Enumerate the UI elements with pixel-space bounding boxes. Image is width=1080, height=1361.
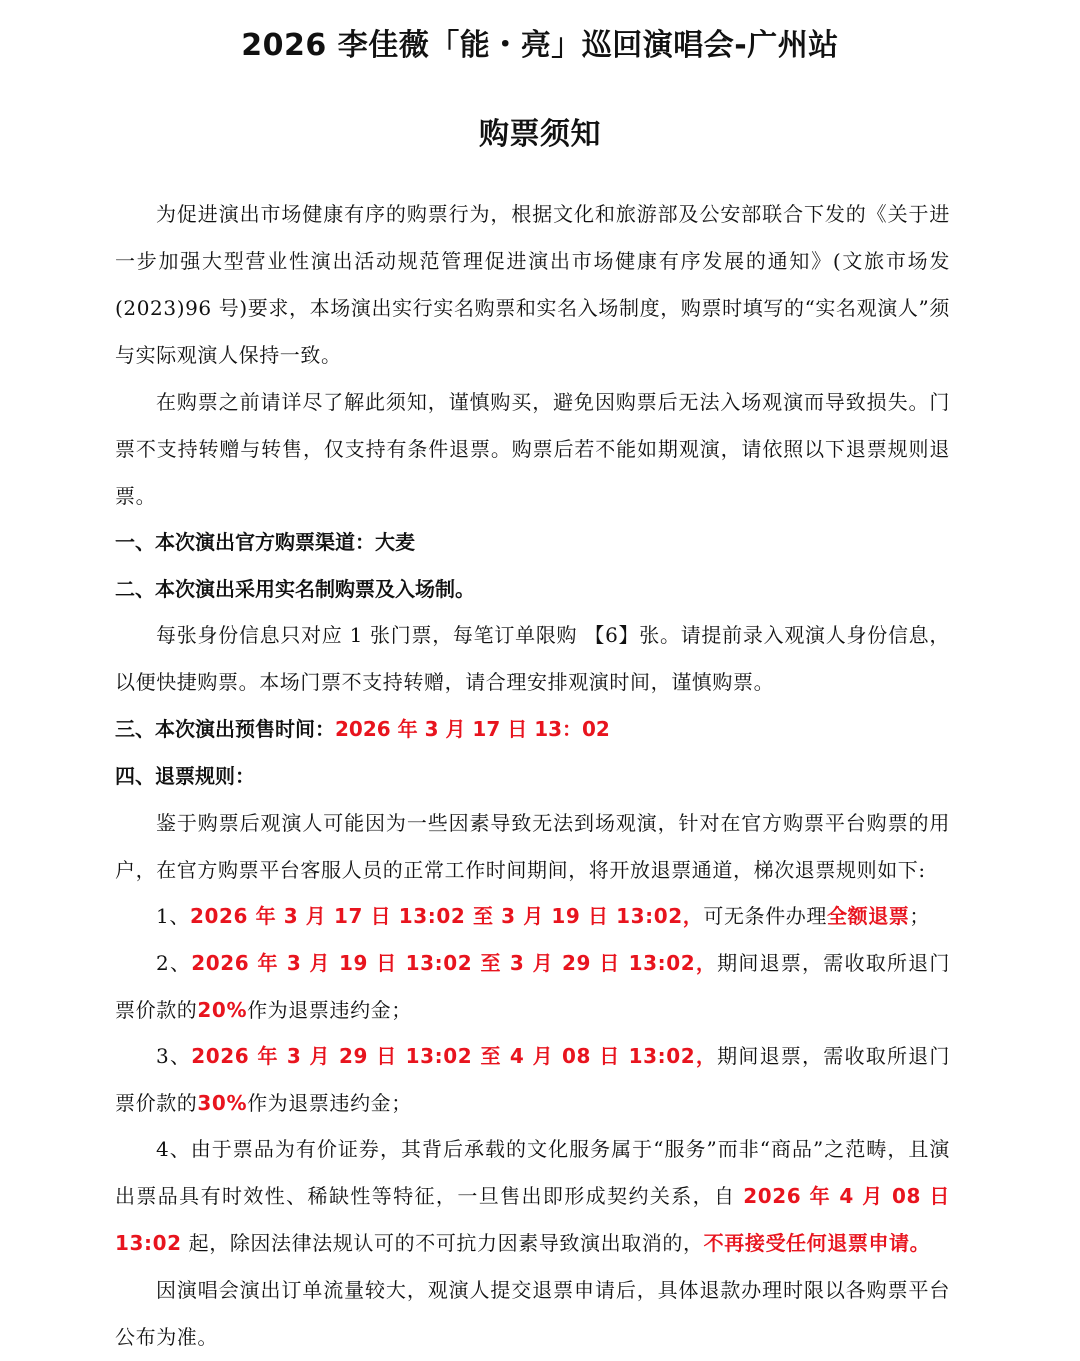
section-2-body: 每张身份信息只对应 1 张门票，每笔订单限购 【6】张。请提前录入观演人身份信息，以便快捷购票。本场门票不支持转赠，请合理安排观演时间，谨慎购票。 [115, 623, 950, 694]
rule-3-period: 2026 年 3 月 29 日 13:02 至 4 月 08 日 13:02， [191, 1044, 718, 1068]
rule-2-text: 期间退票，需收取所退门票价款的 [115, 951, 950, 1022]
refund-rule-2 [115, 940, 950, 1034]
rule-4-text-2: 起，除因法律法规认可的不可抗力因素导致演出取消的， [181, 1231, 704, 1255]
rule-4-text-1: 4、由于票品为有价证券，其背后承载的文化服务属于“服务”而非“商品”之范畴，且演出票品具有时效性、稀缺性等特征，一旦售出即形成契约关系，自 [115, 1137, 950, 1208]
section-2-heading: 二、本次演出采用实名制购票及入场制。 [115, 577, 475, 601]
presale-time: 2026 年 3 月 17 日 13：02 [335, 717, 610, 741]
presale-label: 三、本次演出预售时间： [115, 717, 335, 741]
page-subtitle: 购票须知 [479, 117, 601, 152]
refund-rule-3 [115, 1033, 950, 1127]
rule-1-end: ； [909, 904, 931, 928]
closing-paragraph: 因演唱会演出订单流量较大，观演人提交退票申请后，具体退款办理时限以各购票平台公布为准。 [115, 1278, 950, 1349]
rule-3-percent: 30% [197, 1091, 248, 1115]
section-1-heading: 一、本次演出官方购票渠道：大麦 [115, 530, 415, 554]
intro-paragraph-2: 在购票之前请详尽了解此须知，谨慎购买，避免因购票后无法入场观演而导致损失。门票不支持转赠与转售，仅支持有条件退票。购票后若不能如期观演，请依照以下退票规则退票。 [115, 390, 950, 508]
rule-3-number: 3、 [156, 1044, 192, 1068]
intro-paragraph-1: 为促进演出市场健康有序的购票行为，根据文化和旅游部及公安部联合下发的《关于进一步加强大型营业性演出活动规范管理促进演出市场健康有序发展的通知》(文旅市场发(2023)96 号)要求，本场演出实行实名购票和实名入场制度，购票时填写的“实名观演人”须与实际观演人保持一致。 [115, 202, 950, 367]
rule-2-number: 2、 [156, 951, 192, 975]
rule-4-no-refund: 不再接受任何退票申请。 [703, 1231, 931, 1255]
rule-3-end: 作为退票违约金； [247, 1091, 412, 1115]
rule-1-period: 2026 年 3 月 17 日 13:02 至 3 月 19 日 13:02， [189, 904, 704, 928]
rule-2-end: 作为退票违约金； [247, 998, 412, 1022]
rule-1-text: 可无条件办理 [703, 904, 827, 928]
concert-title: 2026 李佳薇「能・亮」巡回演唱会-广州站 [241, 28, 839, 63]
rule-3-text: 期间退票，需收取所退门票价款的 [115, 1044, 950, 1115]
refund-rules-intro: 鉴于购票后观演人可能因为一些因素导致无法到场观演，针对在官方购票平台购票的用户，在官方购票平台客服人员的正常工作时间期间，将开放退票通道，梯次退票规则如下: [115, 811, 950, 882]
rule-2-period: 2026 年 3 月 19 日 13:02 至 3 月 29 日 13:02， [191, 951, 718, 975]
refund-rule-1 [115, 893, 950, 940]
rule-2-percent: 20% [197, 998, 248, 1022]
rule-1-number: 1、 [156, 904, 190, 928]
rule-1-full-refund: 全额退票 [827, 904, 910, 928]
refund-rule-4 [115, 1126, 950, 1267]
section-3-heading [115, 706, 950, 753]
section-4-heading: 四、退票规则： [115, 764, 255, 788]
rule-4-date: 2026 年 4 月 08 日 13:02 [115, 1184, 950, 1255]
